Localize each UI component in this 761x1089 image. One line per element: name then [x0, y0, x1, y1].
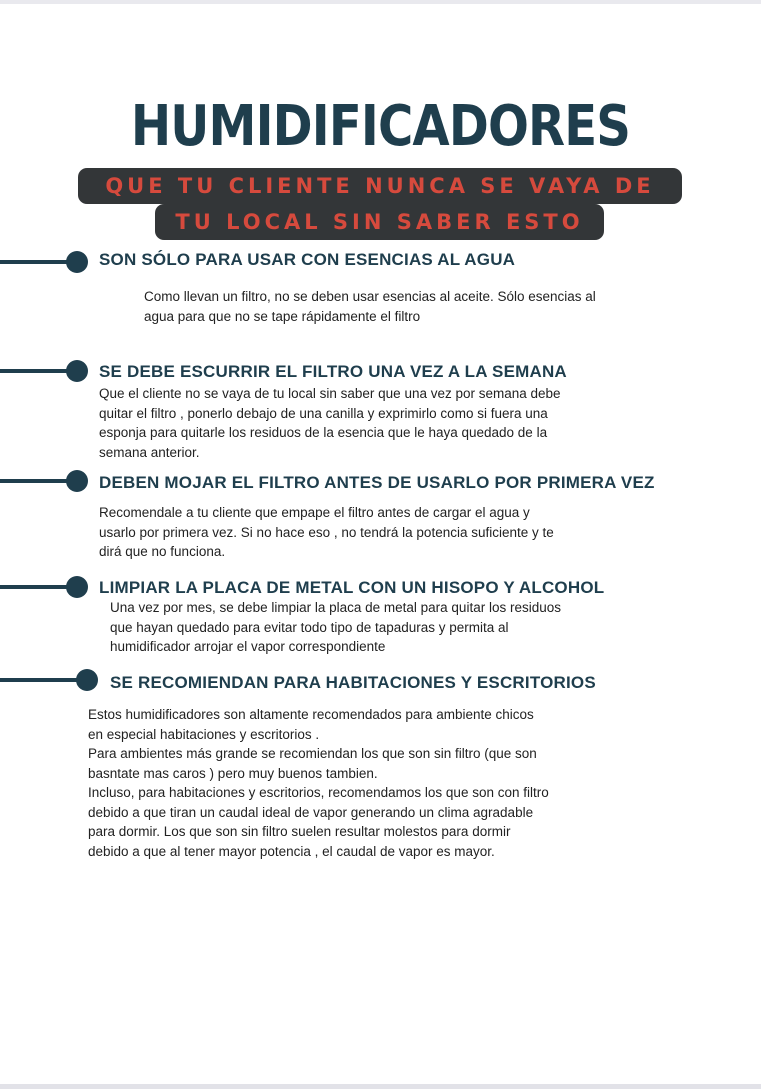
subtitle-line-2: TU LOCAL SIN SABER ESTO	[155, 204, 604, 240]
section-4-connector	[0, 585, 70, 589]
section-2-line: esponja para quitarle los residuos de la esencia que le haya quedado de la	[99, 425, 548, 440]
section-4-line: Una vez por mes, se debe limpiar la placa de metal para quitar los residuos	[110, 600, 561, 615]
section-3-line: dirá que no funciona.	[99, 544, 226, 559]
section-4-text	[110, 598, 561, 657]
section-1-heading: SON SÓLO PARA USAR CON ESENCIAS AL AGUA	[99, 250, 516, 269]
section-5-text	[88, 705, 549, 861]
section-5-connector	[0, 678, 80, 682]
section-5-line: debido a que al tener mayor potencia , el caudal de vapor es mayor.	[88, 843, 495, 859]
section-2-line: semana anterior.	[99, 444, 200, 460]
section-1-text	[144, 287, 596, 326]
section-5-line: Estos humidificadores son altamente recomendados para ambiente chicos	[88, 707, 534, 722]
section-4-line: humidificador arrojar el vapor correspondiente	[110, 639, 386, 654]
section-5-line: Incluso, para habitaciones y escritorios, recomendamos los que son con filtro	[88, 785, 549, 800]
section-5-line: debido a que tiran un caudal ideal de vapor generando un clima agradable	[88, 804, 534, 820]
section-2-line: Que el cliente no se vaya de tu local sin saber que una vez por semana debe	[99, 386, 561, 401]
document-page	[0, 4, 761, 1084]
section-4-bullet-icon	[66, 576, 88, 598]
section-2-text	[99, 384, 561, 462]
subtitle-line-1: QUE TU CLIENTE NUNCA SE VAYA DE	[78, 168, 682, 204]
page-title: HUMIDIFICADORES	[130, 94, 631, 159]
section-3-bullet-icon	[66, 470, 88, 492]
section-5-bullet-icon	[76, 669, 98, 691]
section-2-heading: SE DEBE ESCURRIR EL FILTRO UNA VEZ A LA SEMANA	[99, 362, 567, 381]
section-5-line: para dormir. Los que son sin filtro suelen resultar molestos para dormir	[88, 824, 511, 839]
section-1-line: Como llevan un filtro, no se deben usar esencias al aceite. Sólo esencias al	[144, 289, 596, 304]
section-3-line: usarlo por primera vez. Si no hace eso , no tendrá la potencia suficiente y te	[99, 524, 554, 540]
section-2-line: quitar el filtro , ponerlo debajo de una canilla y exprimirlo como si fuera una	[99, 405, 548, 421]
section-5-heading: SE RECOMIENDAN PARA HABITACIONES Y ESCRITORIOS	[110, 673, 596, 692]
section-4-heading: LIMPIAR LA PLACA DE METAL CON UN HISOPO Y ALCOHOL	[99, 578, 605, 597]
section-1-bullet-icon	[66, 251, 88, 273]
section-2-connector	[0, 369, 70, 373]
section-1-connector	[0, 260, 70, 264]
section-3-line: Recomendale a tu cliente que empape el filtro antes de cargar el agua y	[99, 505, 530, 520]
section-3-text	[99, 503, 554, 562]
section-5-line: Para ambientes más grande se recomiendan los que son sin filtro (que son	[88, 746, 537, 761]
section-5-line: basntate mas caros ) pero muy buenos tambien.	[88, 765, 378, 781]
section-5-line: en especial habitaciones y escritorios .	[88, 726, 320, 742]
section-1-line: agua para que no se tape rápidamente el filtro	[144, 308, 421, 324]
section-4-line: que hayan quedado para evitar todo tipo de tapaduras y permita al	[110, 619, 509, 635]
page-bottom-edge	[0, 1084, 761, 1089]
section-2-bullet-icon	[66, 360, 88, 382]
section-3-connector	[0, 479, 70, 483]
section-3-heading: DEBEN MOJAR EL FILTRO ANTES DE USARLO POR PRIMERA VEZ	[99, 473, 655, 492]
